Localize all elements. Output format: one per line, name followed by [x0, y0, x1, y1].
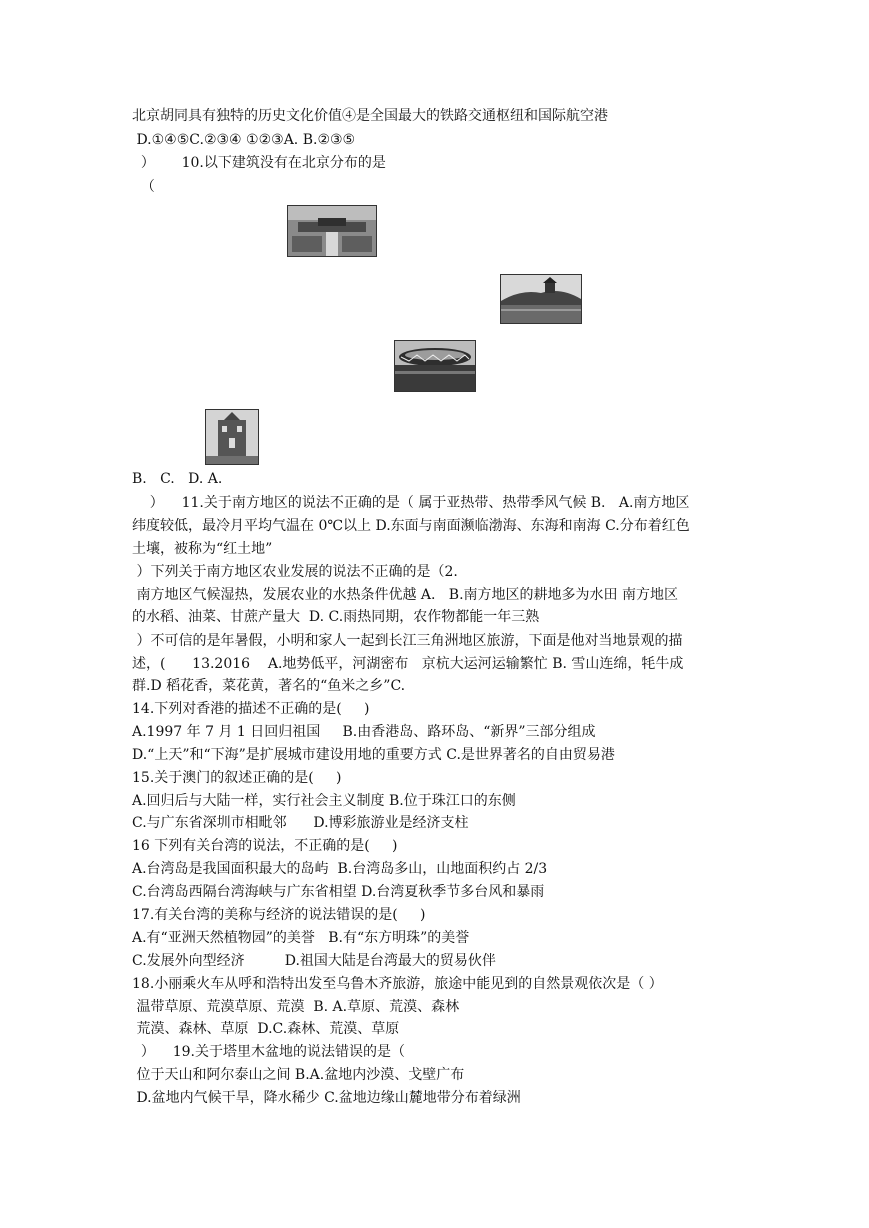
text-line-15: 14.下列对香港的描述不正确的是( ) [132, 701, 370, 717]
text-line-10: 南方地区气候湿热，发展农业的水热条件优越 A. B.南方地区的耕地多为水田 南方地区 [132, 587, 678, 603]
text-line-6: ） 11.关于南方地区的说法不正确的是（ 属于亚热带、热带季风气候 B. A.南方地区 [132, 495, 690, 511]
text-line-26: C.发展外向型经济 D.祖国大陆是台湾最大的贸易伙伴 [132, 953, 496, 969]
text-line-30: ） 19.关于塔里木盆地的说法错误的是（ [132, 1044, 405, 1060]
text-line-18: 15.关于澳门的叙述正确的是( ) [132, 770, 342, 786]
text-line-14: 群.D 稻花香，菜花黄，著名的“鱼米之乡”C. [132, 678, 406, 694]
text-line-31: 位于天山和阿尔泰山之间 B.A.盆地内沙漠、戈壁广布 [132, 1067, 465, 1083]
text-line-16: A.1997 年 7 月 1 日回归祖国 B.由香港岛、路环岛、“新界”三部分组成 [132, 724, 596, 740]
text-line-1: 北京胡同具有独特的历史文化价值④是全国最大的铁路交通枢纽和国际航空港 [132, 108, 608, 124]
photo-summer-palace [500, 274, 582, 324]
photo-birds-nest [394, 340, 476, 392]
text-line-17: D.“上天”和“下海”是扩展城市建设用地的重要方式 C.是世界著名的自由贸易港 [132, 747, 615, 763]
text-line-7: 纬度较低，最冷月平均气温在 0℃以上 D.东面与南面濒临渤海、东海和南海 C.分布着红色 [132, 518, 690, 534]
photo-ruins-st-paul [205, 409, 259, 465]
photo-forbidden-city [287, 205, 377, 257]
text-line-13: 述，( 13.2016 A.地势低平，河湖密布 京杭大运河运输繁忙 B. 雪山连绵，牦牛成 [132, 656, 684, 672]
text-line-11: 的水稻、油菜、甘蔗产量大 D. C.雨热同期，农作物都能一年三熟 [132, 609, 540, 625]
text-line-5: B. C. D. A. [132, 471, 223, 487]
text-line-2: D.①④⑤C.②③④ ①②③A. B.②③⑤ [132, 132, 356, 148]
text-line-21: 16 下列有关台湾的说法，不正确的是( ) [132, 838, 398, 854]
text-line-12: ）不可信的是年暑假，小明和家人一起到长江三角洲地区旅游，下面是他对当地景观的描 [132, 633, 683, 649]
text-line-3: ） 10.以下建筑没有在北京分布的是 [132, 155, 386, 171]
text-line-25: A.有“亚洲天然植物园”的美誉 B.有“东方明珠”的美誉 [132, 930, 470, 946]
text-line-29: 荒漠、森林、草原 D.C.森林、荒漠、草原 [132, 1021, 400, 1037]
text-line-22: A.台湾岛是我国面积最大的岛屿 B.台湾岛多山，山地面积约占 2/3 [132, 861, 548, 877]
text-line-23: C.台湾岛西隔台湾海峡与广东省相望 D.台湾夏秋季节多台风和暴雨 [132, 884, 545, 900]
text-line-4: （ [132, 179, 155, 195]
text-line-24: 17.有关台湾的美称与经济的说法错误的是( ) [132, 907, 426, 923]
text-line-20: C.与广东省深圳市相毗邻 D.博彩旅游业是经济支柱 [132, 815, 469, 831]
text-line-19: A.回归后与大陆一样，实行社会主义制度 B.位于珠江口的东侧 [132, 793, 516, 809]
text-line-27: 18.小丽乘火车从呼和浩特出发至乌鲁木齐旅游，旅途中能见到的自然景观依次是（ ） [132, 976, 663, 992]
text-line-32: D.盆地内气候干旱，降水稀少 C.盆地边缘山麓地带分布着绿洲 [132, 1090, 521, 1106]
text-line-28: 温带草原、荒漠草原、荒漠 B. A.草原、荒漠、森林 [132, 999, 460, 1015]
text-line-9: ）下列关于南方地区农业发展的说法不正确的是（2. [132, 564, 458, 580]
text-line-8: 土壤，被称为“红土地” [132, 541, 273, 557]
